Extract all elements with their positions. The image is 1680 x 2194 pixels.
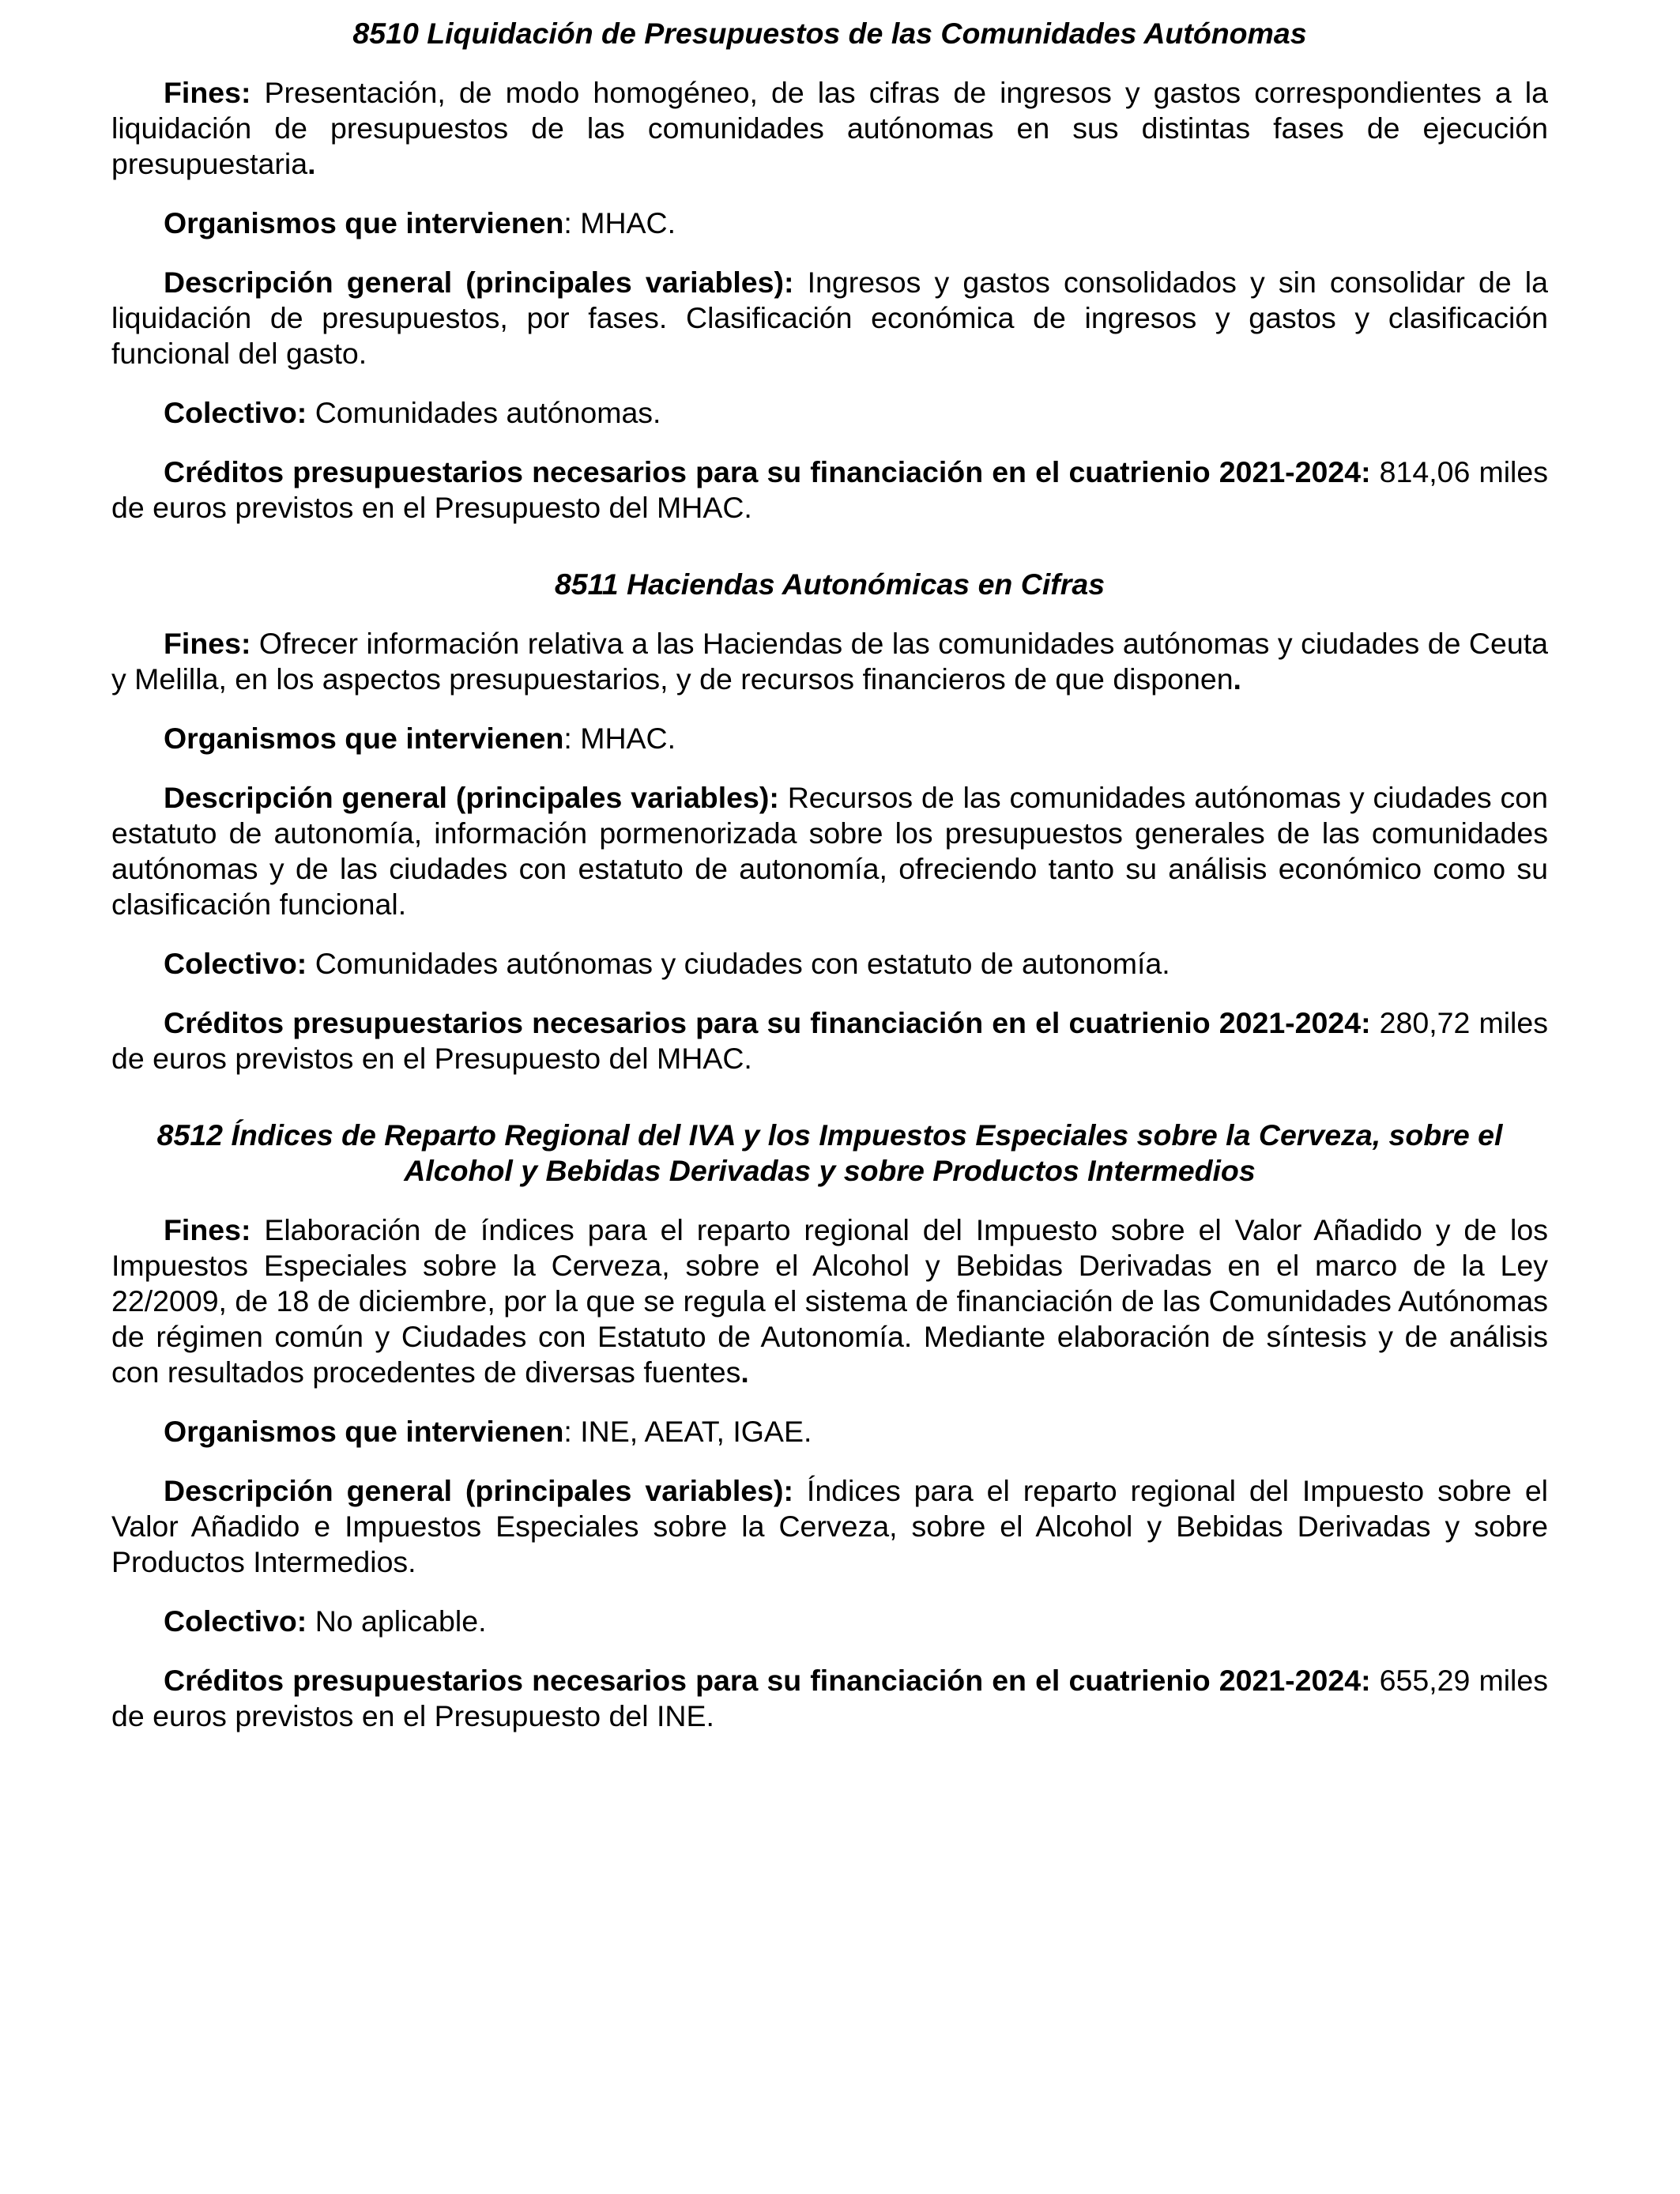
colectivo-label: Colectivo: [164, 1604, 307, 1638]
fines-text: Elaboración de índices para el reparto regional del Impuesto sobre el Valor Añadido y de los Impuestos Especiales sobre la Cerveza, sobre el Alcohol y Bebidas Derivadas en el marco de la Ley 22/2009, de 18 de diciembre, por la que se regula el sistema de financiación de las Comunidades Autónomas de régimen común y Ciudades con Estatuto de Autonomía. Mediante elaboración de síntesis y de análisis con resultados procedentes de diversas fuentes [111, 1213, 1548, 1389]
descripcion-label: Descripción general (principales variables): [164, 1474, 793, 1507]
descripcion-paragraph [111, 780, 1548, 922]
colectivo-paragraph [111, 395, 1548, 431]
creditos-text: 814,06 miles de euros previstos en el Presupuesto del MHAC. [111, 455, 1548, 524]
creditos-paragraph [111, 1663, 1548, 1734]
descripcion-text: Índices para el reparto regional del Impuesto sobre el Valor Añadido e Impuestos Especiales sobre la Cerveza, sobre el Alcohol y Bebidas Derivadas y sobre Productos Intermedios. [111, 1474, 1549, 1578]
fines-label: Fines: [164, 76, 251, 109]
creditos-label: Créditos presupuestarios necesarios para su financiación en el cuatrienio 2021-2024: [164, 1664, 1371, 1697]
fines-end: . [1233, 662, 1241, 696]
organismos-text: : MHAC. [563, 206, 676, 239]
descripcion-text: Recursos de las comunidades autónomas y ciudades con estatuto de autonomía, información pormenorizada sobre los presupuestos generales de las comunidades autónomas y de las ciudades con estatuto de autonomía, ofreciendo tanto su análisis económico como su clasificación funcional. [111, 781, 1548, 921]
colectivo-text: Comunidades autónomas. [307, 396, 661, 429]
fines-paragraph [111, 626, 1548, 697]
descripcion-paragraph [111, 265, 1548, 371]
descripcion-text: Ingresos y gastos consolidados y sin consolidar de la liquidación de presupuestos, por fases. Clasificación económica de ingresos y gastos y clasificación funcional del gasto. [111, 266, 1548, 370]
creditos-paragraph [111, 1005, 1548, 1076]
colectivo-label: Colectivo: [164, 396, 307, 429]
section-title: 8512 Índices de Reparto Regional del IVA y los Impuestos Especiales sobre la Cerveza, sobre el Alcohol y Bebidas Derivadas y sobre Productos Intermedios [156, 1118, 1503, 1187]
organismos-paragraph [111, 1414, 1548, 1449]
creditos-text: 655,29 miles de euros previstos en el Presupuesto del INE. [111, 1664, 1548, 1732]
creditos-label: Créditos presupuestarios necesarios para su financiación en el cuatrienio 2021-2024: [164, 455, 1371, 488]
fines-paragraph [111, 1212, 1548, 1390]
creditos-text: 280,72 miles de euros previstos en el Presupuesto del MHAC. [111, 1006, 1548, 1075]
fines-end: . [740, 1355, 749, 1389]
section-title: 8511 Haciendas Autonómicas en Cifras [554, 567, 1106, 601]
creditos-paragraph [111, 454, 1548, 526]
organismos-label: Organismos que intervienen [164, 722, 564, 755]
fines-text: Ofrecer información relativa a las Haciendas de las comunidades autónomas y ciudades de Ceuta y Melilla, en los aspectos presupuestarios, y de recursos financieros de que disponen [111, 627, 1548, 696]
colectivo-text: No aplicable. [307, 1604, 487, 1638]
colectivo-label: Colectivo: [164, 947, 307, 980]
section-8510 [111, 16, 1548, 526]
organismos-label: Organismos que intervienen [164, 206, 564, 239]
organismos-paragraph [111, 721, 1548, 756]
organismos-text: : MHAC. [563, 722, 676, 755]
fines-label: Fines: [164, 627, 251, 660]
colectivo-paragraph [111, 946, 1548, 982]
fines-paragraph [111, 75, 1548, 182]
descripcion-label: Descripción general (principales variables): [164, 266, 794, 299]
colectivo-text: Comunidades autónomas y ciudades con estatuto de autonomía. [307, 947, 1170, 980]
section-title: 8510 Liquidación de Presupuestos de las Comunidades Autónomas [352, 17, 1307, 50]
fines-end: . [307, 147, 316, 180]
fines-label: Fines: [164, 1213, 251, 1246]
fines-text: Presentación, de modo homogéneo, de las cifras de ingresos y gastos correspondientes a la liquidación de presupuestos de las comunidades autónomas en sus distintas fases de ejecución presupuestaria [111, 76, 1548, 180]
descripcion-label: Descripción general (principales variables): [164, 781, 779, 814]
organismos-paragraph [111, 205, 1548, 241]
creditos-label: Créditos presupuestarios necesarios para su financiación en el cuatrienio 2021-2024: [164, 1006, 1371, 1039]
organismos-text: : INE, AEAT, IGAE. [563, 1415, 812, 1448]
section-8511 [111, 567, 1548, 1076]
descripcion-paragraph [111, 1473, 1548, 1580]
section-8512 [111, 1118, 1548, 1734]
organismos-label: Organismos que intervienen [164, 1415, 564, 1448]
colectivo-paragraph [111, 1604, 1548, 1639]
document-page [111, 16, 1548, 1734]
